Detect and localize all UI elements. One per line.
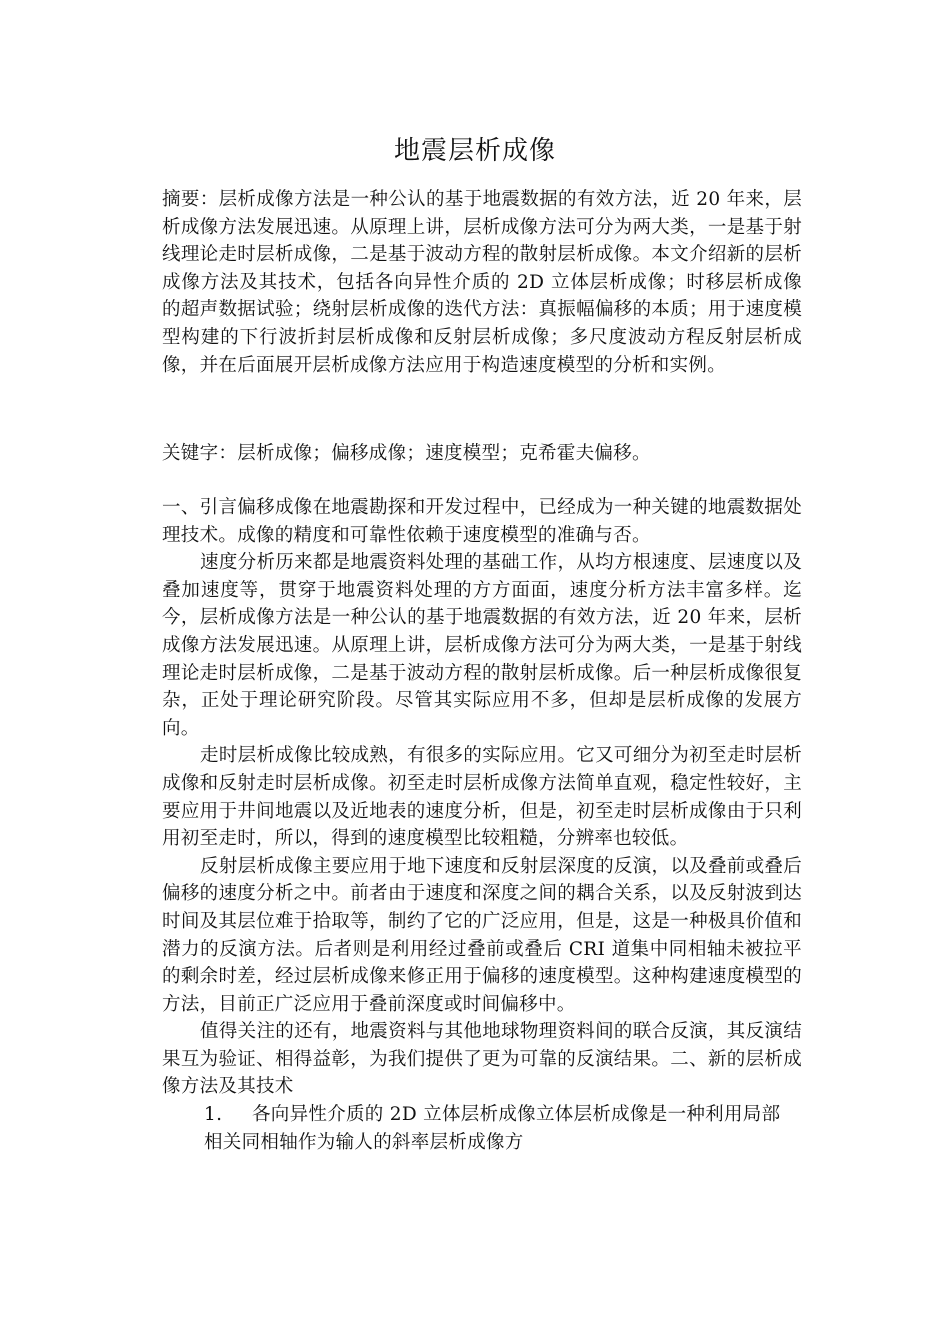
abstract-text: 摘要：层析成像方法是一种公认的基于地震数据的有效方法，近 20 年来，层析成像方法发展迅速。从原理上讲，层析成像方法可分为两大类，一是基于射线理论走时层析成像，二是基于波动方程的散射层析成像。本文介绍新的层析成像方法及其技术，包括各向异性介质的 2D 立体层析成像；时移层析成像的超声数据试验；绕射层析成像的迭代方法：真振幅偏移的本质；用于速度模型构建的下行波折封层析成像和反射层析成像；多尺度波动方程反射层析成像，并在后面展开层析成像方法应用于构造速度模型的分析和实例。 (162, 189, 802, 376)
keywords-paragraph (162, 440, 802, 468)
joint-inversion-paragraph: 值得关注的还有，地震资料与其他地球物理资料间的联合反演，其反演结果互为验证、相得益彰，为我们提供了更为可靠的反演结果。二、新的层析成像方法及其技术 (162, 1021, 802, 1098)
abstract-paragraph (162, 186, 802, 379)
reflection-tomography-paragraph: 反射层析成像主要应用于地下速度和反射层深度的反演，以及叠前或叠后偏移的速度分析之中。前者由于速度和深度之间的耦合关系，以及反射波到达时间及其层位难于拾取等，制约了它的广泛应用，但是，这是一种极具价值和潜力的反演方法。后者则是利用经过叠前或叠后 CRI 道集中同相轴未被拉平的剩余时差，经过层析成像来修正用于偏移的速度模型。这种构建速度模型的方法，目前正广泛应用于叠前深度或时间偏移中。 (162, 855, 802, 1015)
list-item-number: 1. (204, 1104, 223, 1126)
main-body (162, 494, 802, 1156)
list-item-text: 各向异性介质的 2D 立体层析成像立体层析成像是一种利用局部相关同相轴作为输人的斜率层析成像方 (204, 1104, 781, 1153)
velocity-analysis-paragraph: 速度分析历来都是地震资料处理的基础工作，从均方根速度、层速度以及叠加速度等，贯穿于地震资料处理的方方面面，速度分析方法丰富多样。迄今，层析成像方法是一种公认的基于地震数据的有效方法，近 20 年来，层析成像方法发展迅速。从原理上讲，层析成像方法可分为两大类，一是基于射线理论走时层析成像，二是基于波动方程的散射层析成像。后一种层析成像很复杂，正处于理论研究阶段。尽管其实际应用不多，但却是层析成像的发展方向。 (162, 552, 802, 739)
keywords-text: 关键字：层析成像；偏移成像；速度模型；克希霍夫偏移。 (162, 443, 651, 464)
document-title: 地震层析成像 (393, 136, 556, 166)
traveltime-tomography-paragraph: 走时层析成像比较成熟，有很多的实际应用。它又可细分为初至走时层析成像和反射走时层析成像。初至走时层析成像方法简单直观，稳定性较好，主要应用于井间地震以及近地表的速度分析，但是，初至走时层析成像由于只利用初至走时，所以，得到的速度模型比较粗糙，分辨率也较低。 (162, 745, 802, 850)
intro-paragraph: 一、引言偏移成像在地震勘探和开发过程中，已经成为一种关键的地震数据处理技术。成像的精度和可靠性依赖于速度模型的准确与否。 (162, 497, 802, 546)
list-item (162, 1101, 802, 1156)
